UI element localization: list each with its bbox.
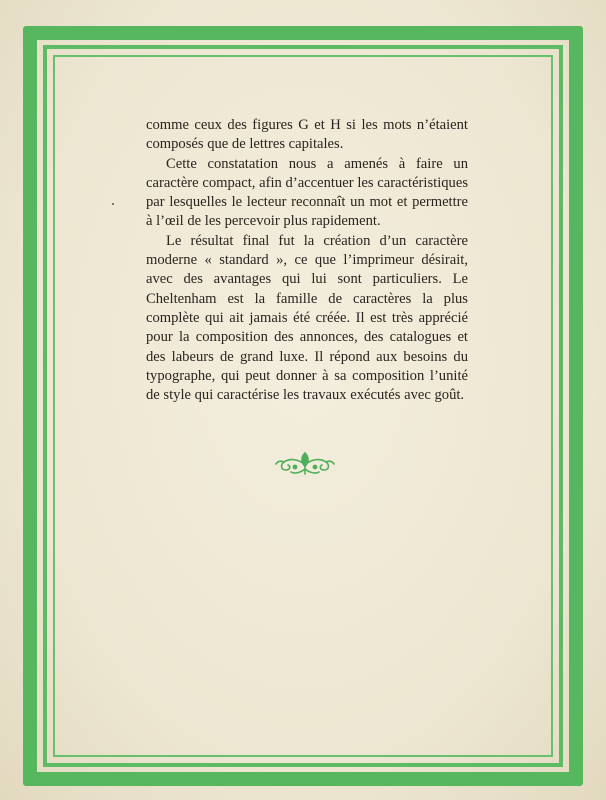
paragraph-3: Le résultat final fut la création d’un caractère moderne « standard », ce que l’imprimeur désirait, avec des avantages qui lui sont particuliers. Le Cheltenham est la famille de caractères la plus complète qui ait jamais été créée. Il est très apprécié pour la composition des annonces, des catalogues et des labeurs de grand luxe. Il répond aux besoins du typographe, qui peut donner à sa composition l’unité de style qui caractérise les travaux exécutés avec goût. [146,232,468,404]
paragraph-1: comme ceux des figures G et H si les mots n’étaient composés que de lettres capitales. [146,117,468,153]
paragraph-2: Cette constatation nous a amenés à faire un caractère compact, afin d’accentuer les caractéristiques par lesquelles le lecteur reconnaît un mot et permettre à l’œil de les percevoir plus rapidement. [146,155,468,230]
body-text [146,116,468,405]
ink-speck [112,203,114,205]
floral-vignette-icon [274,449,336,477]
